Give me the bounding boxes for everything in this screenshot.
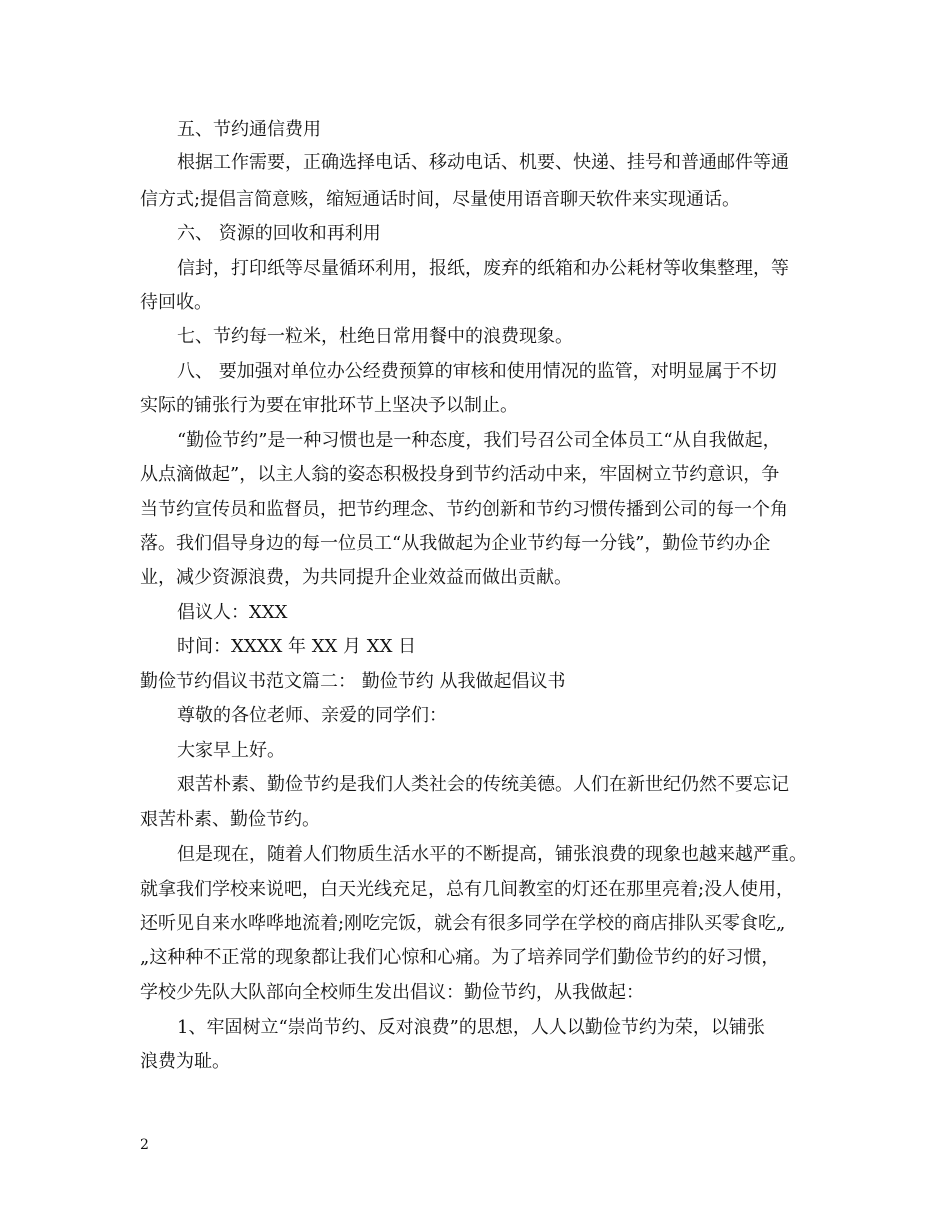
- page-number: 2: [140, 1137, 149, 1153]
- paragraph-line: 落。我们倡导身边的每一位员工“从我做起为企业节约每一分钱”，勤俭节约办企: [140, 533, 771, 554]
- paragraph-line: 当节约宣传员和监督员，把节约理念、节约创新和节约习惯传播到公司的每一个角: [140, 499, 788, 520]
- paragraph-line: 从点滴做起”，以主人翁的姿态积极投身到节约活动中来，牢固树立节约意识，争: [140, 464, 780, 485]
- paragraph-line: „这种种不正常的现象都让我们心惊和心痛。为了培养同学们勤俭节约的好习惯，: [140, 947, 780, 968]
- section-heading-6: 六、 资源的回收和再利用: [177, 223, 381, 244]
- paragraph-line: 就拿我们学校来说吧，白天光线充足，总有几间教室的灯还在那里亮着;没人使用，: [140, 879, 795, 900]
- paragraph-line: 浪费为耻。: [140, 1051, 230, 1072]
- paragraph-line: 1、牢固树立“崇尚节约、反对浪费”的思想，人人以勤俭节约为荣，以铺张: [177, 1017, 765, 1038]
- date-line: 时间：XXXX 年 XX 月 XX 日: [177, 636, 417, 657]
- paragraph-line: 艰苦朴素、勤俭节约。: [140, 809, 320, 830]
- paragraph-line: 待回收。: [140, 292, 212, 313]
- paragraph-line: “勤俭节约”是一种习惯也是一种态度，我们号召公司全体员工“从自我做起，: [177, 430, 781, 451]
- salutation-line: 尊敬的各位老师、亲爱的同学们：: [177, 705, 447, 726]
- section-heading-7: 七、节约每一粒米，杜绝日常用餐中的浪费现象。: [177, 326, 573, 347]
- proposer-line: 倡议人：XXX: [177, 602, 288, 623]
- paragraph-line: 实际的铺张行为要在审批环节上坚决予以制止。: [140, 395, 518, 416]
- greeting-line: 大家早上好。: [177, 740, 285, 761]
- paragraph-line: 学校少先队大队部向全校师生发出倡议：勤俭节约，从我做起：: [140, 982, 644, 1003]
- paragraph-line: 信方式;提倡言简意赅，缩短通话时间，尽量使用语音聊天软件来实现通话。: [140, 189, 741, 210]
- article-title: 勤俭节约倡议书范文篇二： 勤俭节约 从我做起倡议书: [140, 671, 566, 692]
- paragraph-line: 艰苦朴素、勤俭节约是我们人类社会的传统美德。人们在新世纪仍然不要忘记: [177, 774, 789, 795]
- section-heading-5: 五、节约通信费用: [177, 119, 321, 140]
- paragraph-line: 业，减少资源浪费，为共同提升企业效益而做出贡献。: [140, 567, 572, 588]
- paragraph-line: 信封，打印纸等尽量循环利用，报纸，废弃的纸箱和办公耗材等收集整理，等: [177, 258, 789, 279]
- paragraph-line: 根据工作需要，正确选择电话、移动电话、机要、快递、挂号和普通邮件等通: [177, 152, 789, 173]
- paragraph-line: 但是现在，随着人们物质生活水平的不断提高，铺张浪费的现象也越来越严重。: [177, 844, 807, 865]
- paragraph-line: 还听见自来水哗哗地流着;刚吃完饭，就会有很多同学在学校的商店排队买零食吃„: [140, 913, 786, 934]
- section-heading-8: 八、 要加强对单位办公经费预算的审核和使用情况的监管，对明显属于不切: [177, 361, 777, 382]
